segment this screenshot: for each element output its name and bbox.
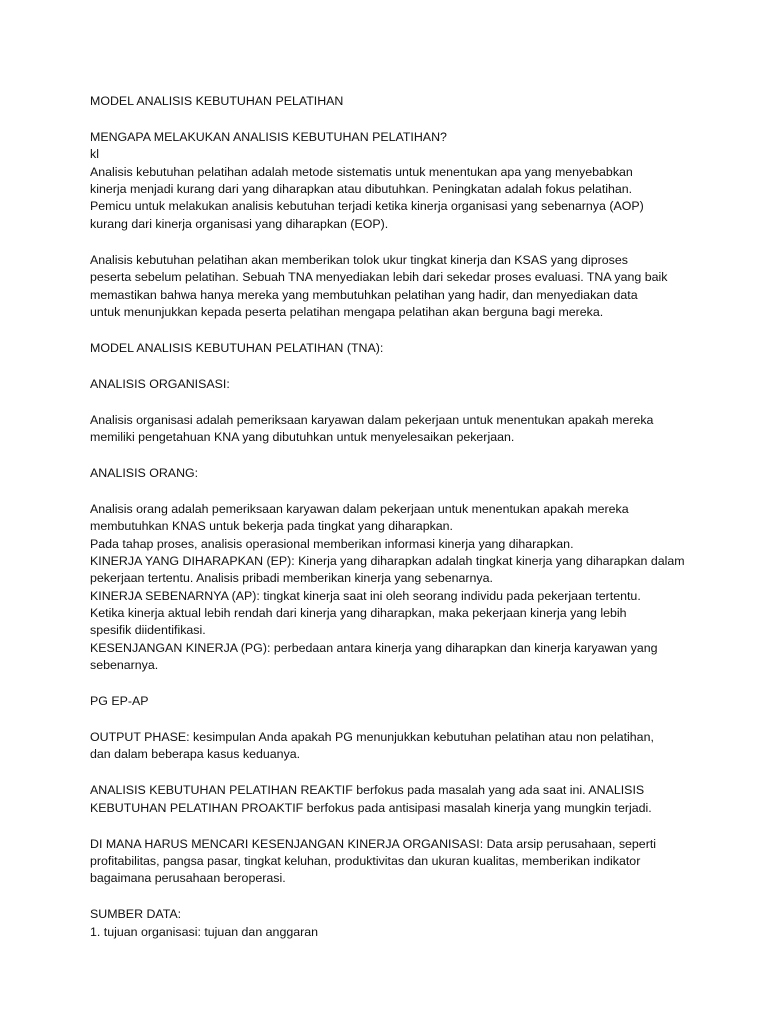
paragraph-line: KINERJA YANG DIHARAPKAN (EP): Kinerja yang diharapkan adalah tingkat kinerja yang diharapkan dalam (90, 553, 685, 568)
paragraph-person (90, 501, 690, 675)
paragraph-line: KESENJANGAN KINERJA (PG): perbedaan antara kinerja yang diharapkan dan kinerja karyawan yang (90, 640, 658, 655)
paragraph-line: Pada tahap proses, analisis operasional memberikan informasi kinerja yang diharapkan. (90, 536, 574, 551)
formula-pg: PG EP-AP (90, 694, 149, 709)
paragraph-line: bagaimana perusahaan beroperasi. (90, 871, 286, 886)
paragraph-line: Analisis kebutuhan pelatihan akan memberikan tolok ukur tingkat kinerja dan KSAS yang diproses (90, 252, 628, 267)
paragraph-definition (90, 164, 690, 234)
paragraph-line: KINERJA SEBENARNYA (AP): tingkat kinerja saat ini oleh seorang individu pada pekerjaan tertentu. (90, 588, 641, 603)
heading-data-sources: SUMBER DATA: (90, 907, 182, 922)
stray-text: kl (90, 147, 99, 162)
paragraph-where-to-look (90, 836, 690, 888)
paragraph-output-phase (90, 729, 690, 764)
paragraph-line: membutuhkan KNAS untuk bekerja pada tingkat yang diharapkan. (90, 519, 454, 534)
paragraph-line: dan dalam beberapa kasus keduanya. (90, 747, 301, 762)
paragraph-line: OUTPUT PHASE: kesimpulan Anda apakah PG menunjukkan kebutuhan pelatihan atau non pelatihan, (90, 730, 654, 745)
paragraph-line: Pemicu untuk melakukan analisis kebutuhan terjadi ketika kinerja organisasi yang sebenarnya (AOP) (90, 199, 644, 214)
paragraph-line: spesifik diidentifikasi. (90, 623, 206, 638)
heading-person-analysis: ANALISIS ORANG: (90, 465, 199, 480)
paragraph-line: sebenarnya. (90, 658, 159, 673)
paragraph-organization (90, 412, 690, 447)
list-data-sources (90, 924, 690, 941)
paragraph-line: KEBUTUHAN PELATIHAN PROAKTIF berfokus pada antisipasi masalah kinerja yang mungkin terjadi. (90, 800, 652, 815)
list-item: 1. tujuan organisasi: tujuan dan anggaran (90, 924, 319, 939)
paragraph-benchmark (90, 252, 690, 322)
paragraph-line: Analisis orang adalah pemeriksaan karyawan dalam pekerjaan untuk menentukan apakah mereka (90, 501, 629, 516)
paragraph-line: DI MANA HARUS MENCARI KESENJANGAN KINERJA ORGANISASI: Data arsip perusahaan, seperti (90, 836, 657, 851)
paragraph-line: memastikan bahwa hanya mereka yang membutuhkan pelatihan yang hadir, dan menyediakan data (90, 287, 638, 302)
paragraph-line: Analisis organisasi adalah pemeriksaan karyawan dalam pekerjaan untuk menentukan apakah mereka (90, 412, 654, 427)
heading-why-analysis: MENGAPA MELAKUKAN ANALISIS KEBUTUHAN PELATIHAN? (90, 129, 447, 144)
paragraph-line: kurang dari kinerja organisasi yang diharapkan (EOP). (90, 216, 389, 231)
paragraph-line: ANALISIS KEBUTUHAN PELATIHAN REAKTIF berfokus pada masalah yang ada saat ini. ANALISIS (90, 783, 645, 798)
paragraph-line: Analisis kebutuhan pelatihan adalah metode sistematis untuk menentukan apa yang menyebabkan (90, 164, 633, 179)
document-title: MODEL ANALISIS KEBUTUHAN PELATIHAN (90, 94, 344, 108)
paragraph-line: memiliki pengetahuan KNA yang dibutuhkan untuk menyelesaikan pekerjaan. (90, 429, 515, 444)
paragraph-line: untuk menunjukkan kepada peserta pelatihan mengapa pelatihan akan berguna bagi mereka. (90, 304, 604, 319)
paragraph-reactive-proactive (90, 782, 690, 817)
paragraph-line: profitabilitas, pangsa pasar, tingkat keluhan, produktivitas dan ukuran kualitas, memberikan indikator (90, 854, 641, 868)
paragraph-line: peserta sebelum pelatihan. Sebuah TNA menyediakan lebih dari sekedar proses evaluasi. TNA yang baik (90, 270, 668, 285)
paragraph-line: kinerja menjadi kurang dari yang diharapkan atau dibutuhkan. Peningkatan adalah fokus pelatihan. (90, 182, 633, 197)
document-body (90, 93, 690, 941)
paragraph-line: pekerjaan tertentu. Analisis pribadi memberikan kinerja yang sebenarnya. (90, 571, 493, 586)
heading-tna-model: MODEL ANALISIS KEBUTUHAN PELATIHAN (TNA): (90, 340, 384, 355)
paragraph-line: Ketika kinerja aktual lebih rendah dari kinerja yang diharapkan, maka pekerjaan kinerja yang lebih (90, 606, 627, 621)
heading-organization-analysis: ANALISIS ORGANISASI: (90, 376, 230, 391)
